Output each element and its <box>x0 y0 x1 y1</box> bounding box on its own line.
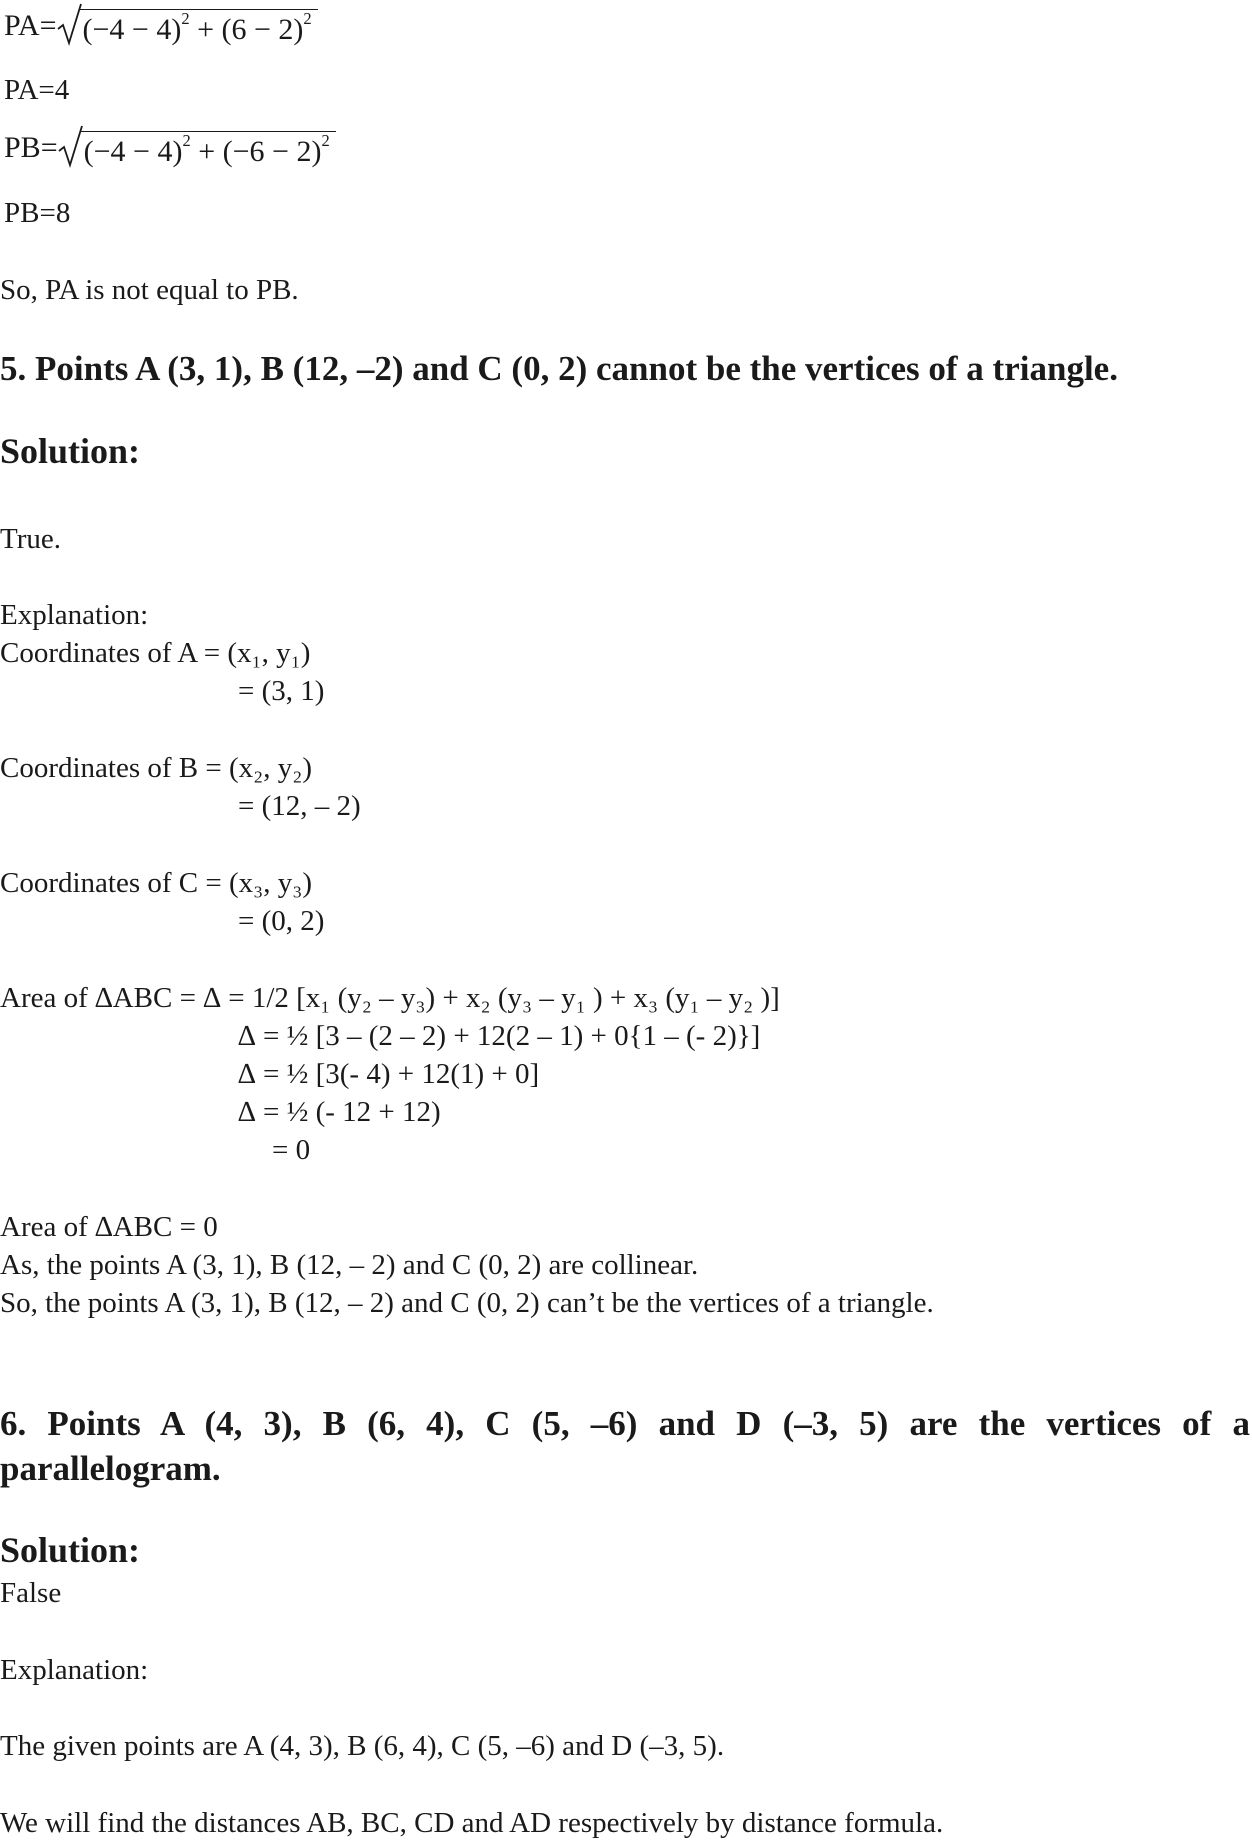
pa-term-2: (6 − 2) <box>221 12 304 46</box>
radical-sign <box>57 3 83 47</box>
conclusion-pa-pb: So, PA is not equal to PB. <box>0 274 299 306</box>
q5-coord-b: Coordinates of B = (x₂, y₂) <box>0 752 313 784</box>
q5-area-step-2: ∆ = ½ [3(- 4) + 12(1) + 0] <box>238 1058 540 1090</box>
q5-area-zero: Area of ∆ABC = 0 <box>0 1211 218 1243</box>
q6-answer: False <box>0 1577 62 1609</box>
q5-coord-c: Coordinates of C = (x₃, y₃) <box>0 867 313 899</box>
pa-sqrt <box>57 9 318 48</box>
pb-term-2: (−6 − 2) <box>222 134 322 168</box>
pa-lhs: PA= <box>4 9 57 42</box>
pa-result: PA=4 <box>4 74 70 106</box>
q6-explanation-label: Explanation: <box>0 1654 149 1686</box>
q6-method: We will find the distances AB, BC, CD and AD respectively by distance formula. <box>0 1807 944 1839</box>
q5-answer: True. <box>0 523 61 555</box>
pb-term-1: (−4 − 4) <box>83 134 183 168</box>
pb-exp-1: 2 <box>182 130 191 150</box>
question-6-heading-line-1: 6. Points A (4, 3), B (6, 4), C (5, –6) and D (–3, 5) are the vertices of a <box>0 1404 1250 1443</box>
q5-coord-a: Coordinates of A = (x₁, y₁) <box>0 637 311 669</box>
q5-area-formula: Area of ∆ABC = ∆ = 1/2 [x₁ (y₂ – y₃) + x₂ (y₃ – y₁ ) + x₃ (y₁ – y₂ )] <box>0 982 780 1014</box>
q6-solution-label: Solution: <box>0 1530 141 1570</box>
radical-sign <box>58 125 84 169</box>
pb-sqrt <box>58 131 336 170</box>
pa-exp-1: 2 <box>181 8 190 28</box>
q5-coord-b-value: = (12, – 2) <box>238 790 361 822</box>
pa-term-1: (−4 − 4) <box>82 12 182 46</box>
pb-exp-2: 2 <box>321 130 330 150</box>
question-5-heading: 5. Points A (3, 1), B (12, –2) and C (0, 2) cannot be the vertices of a triangle. <box>0 349 1118 388</box>
q5-coord-c-value: = (0, 2) <box>238 905 325 937</box>
q5-area-step-1: ∆ = ½ [3 – (2 – 2) + 12(2 – 1) + 0{1 – (- 2)}] <box>238 1020 761 1052</box>
pb-plus: + <box>190 134 223 168</box>
pb-result: PB=8 <box>4 197 71 229</box>
q5-final: So, the points A (3, 1), B (12, – 2) and C (0, 2) can’t be the vertices of a triangle. <box>0 1287 934 1319</box>
q5-area-step-4: = 0 <box>272 1134 311 1166</box>
pb-lhs: PB= <box>4 131 58 164</box>
pa-equation <box>4 8 318 48</box>
q6-given-points: The given points are A (4, 3), B (6, 4), C (5, –6) and D (–3, 5). <box>0 1730 725 1762</box>
pa-exp-2: 2 <box>303 8 312 28</box>
pa-plus: + <box>189 12 222 46</box>
q5-area-step-3: ∆ = ½ (- 12 + 12) <box>238 1096 441 1128</box>
q5-solution-label: Solution: <box>0 431 141 471</box>
q5-coord-a-value: = (3, 1) <box>238 675 325 707</box>
q5-collinear: As, the points A (3, 1), B (12, – 2) and C (0, 2) are collinear. <box>0 1249 699 1281</box>
q5-explanation-label: Explanation: <box>0 599 149 631</box>
pb-equation <box>4 130 336 170</box>
question-6-heading-line-2: parallelogram. <box>0 1449 221 1488</box>
